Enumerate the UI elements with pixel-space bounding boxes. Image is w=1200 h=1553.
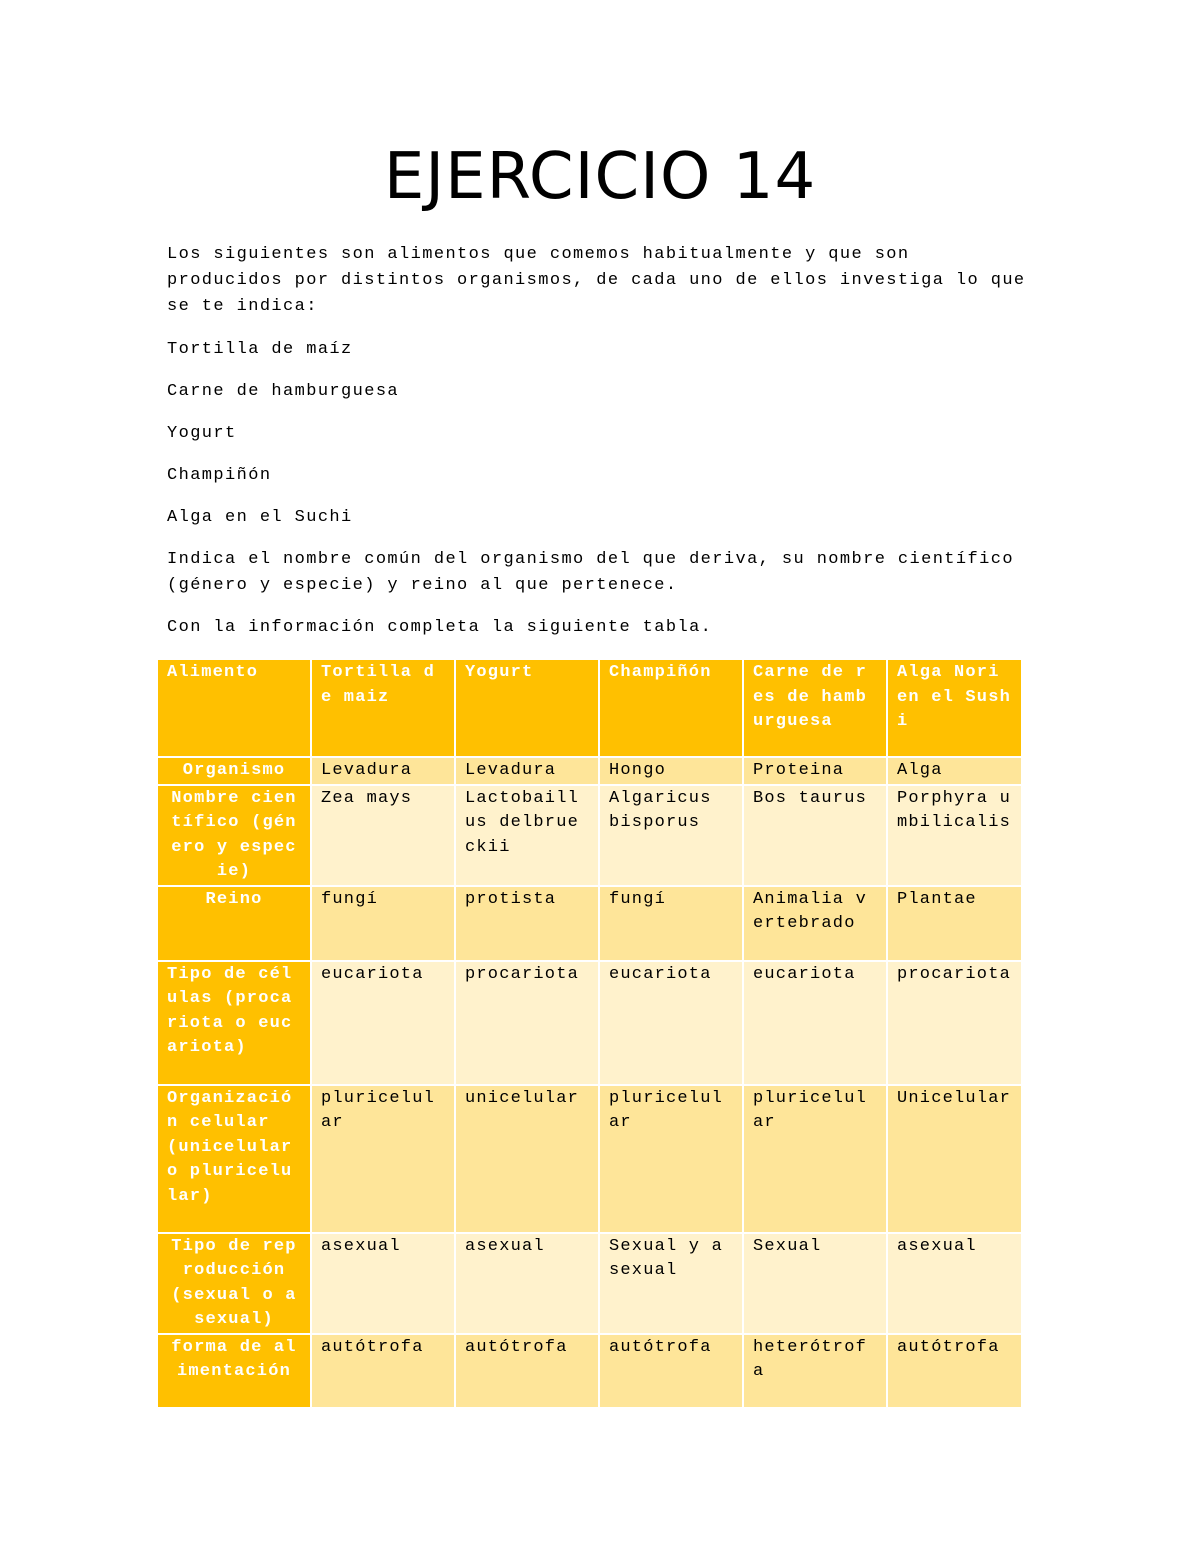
table-cell: Plantae [887,886,1022,961]
food-item-alga: Alga en el Suchi [167,508,353,527]
table-cell: autótrofa [455,1334,599,1408]
table-cell: Lactobaillus delbrueckii [455,785,599,886]
header-cell: Champiñón [599,659,743,757]
table-cell: autótrofa [311,1334,455,1408]
table-cell: eucariota [311,961,455,1085]
table-cell: asexual [455,1233,599,1334]
table-cell: pluricelular [599,1085,743,1233]
row-label: Organismo [157,757,311,785]
table-row [157,961,1022,1085]
table-cell: asexual [887,1233,1022,1334]
table-cell: Proteina [743,757,887,785]
table-cell: Hongo [599,757,743,785]
table-row [157,1233,1022,1334]
table-row [157,886,1022,961]
table-cell: fungí [311,886,455,961]
table-cell: procariota [455,961,599,1085]
table-cell: eucariota [743,961,887,1085]
intro-paragraph: Los siguientes son alimentos que comemos habitualmente y que son producidos por distintos organismos, de cada uno de ellos investiga lo que se te indica: [167,245,1038,316]
table-cell: Zea mays [311,785,455,886]
row-label: Tipo de células (procariota o eucariota) [157,961,311,1085]
food-item-champinon: Champiñón [167,466,272,485]
table-cell: Levadura [311,757,455,785]
header-cell: Tortilla de maiz [311,659,455,757]
table-cell: Levadura [455,757,599,785]
table-row [157,785,1022,886]
table-cell: Porphyra umbilicalis [887,785,1022,886]
organism-table [156,658,1023,1409]
row-label: Organización celular (unicelular o pluricelular) [157,1085,311,1233]
header-cell: Yogurt [455,659,599,757]
table-cell: Animalia vertebrado [743,886,887,961]
table-cell: eucariota [599,961,743,1085]
header-cell: Alimento [157,659,311,757]
header-cell: Alga Nori en el Sushi [887,659,1022,757]
row-label: forma de alimentación [157,1334,311,1408]
table-header-row [157,659,1022,757]
table-cell: autótrofa [599,1334,743,1408]
table-cell: Sexual [743,1233,887,1334]
instruction-paragraph: Indica el nombre común del organismo del que deriva, su nombre científico (género y especie) y reino al que pertenece. [167,550,1026,595]
table-row [157,1334,1022,1408]
table-cell: autótrofa [887,1334,1022,1408]
food-item-hamburguesa: Carne de hamburguesa [167,382,400,401]
table-cell: pluricelular [743,1085,887,1233]
table-cell: procariota [887,961,1022,1085]
row-label: Tipo de reproducción (sexual o asexual) [157,1233,311,1334]
table-cell: heterótrofa [743,1334,887,1408]
table-row [157,1085,1022,1233]
row-label: Nombre científico (género y especie) [157,785,311,886]
table-cell: Unicelular [887,1085,1022,1233]
table-intro: Con la información completa la siguiente tabla. [167,618,713,637]
table-cell: Bos taurus [743,785,887,886]
table-cell: unicelular [455,1085,599,1233]
table-row [157,757,1022,785]
table-cell: pluricelular [311,1085,455,1233]
header-cell: Carne de res de hamburguesa [743,659,887,757]
row-label: Reino [157,886,311,961]
table-cell: Sexual y asexual [599,1233,743,1334]
food-item-tortilla: Tortilla de maíz [167,340,353,359]
table-cell: Algaricus bisporus [599,785,743,886]
table-cell: protista [455,886,599,961]
table-cell: fungí [599,886,743,961]
table-cell: asexual [311,1233,455,1334]
food-item-yogurt: Yogurt [167,424,237,443]
page-title: EJERCICIO 14 [383,140,817,214]
table-cell: Alga [887,757,1022,785]
